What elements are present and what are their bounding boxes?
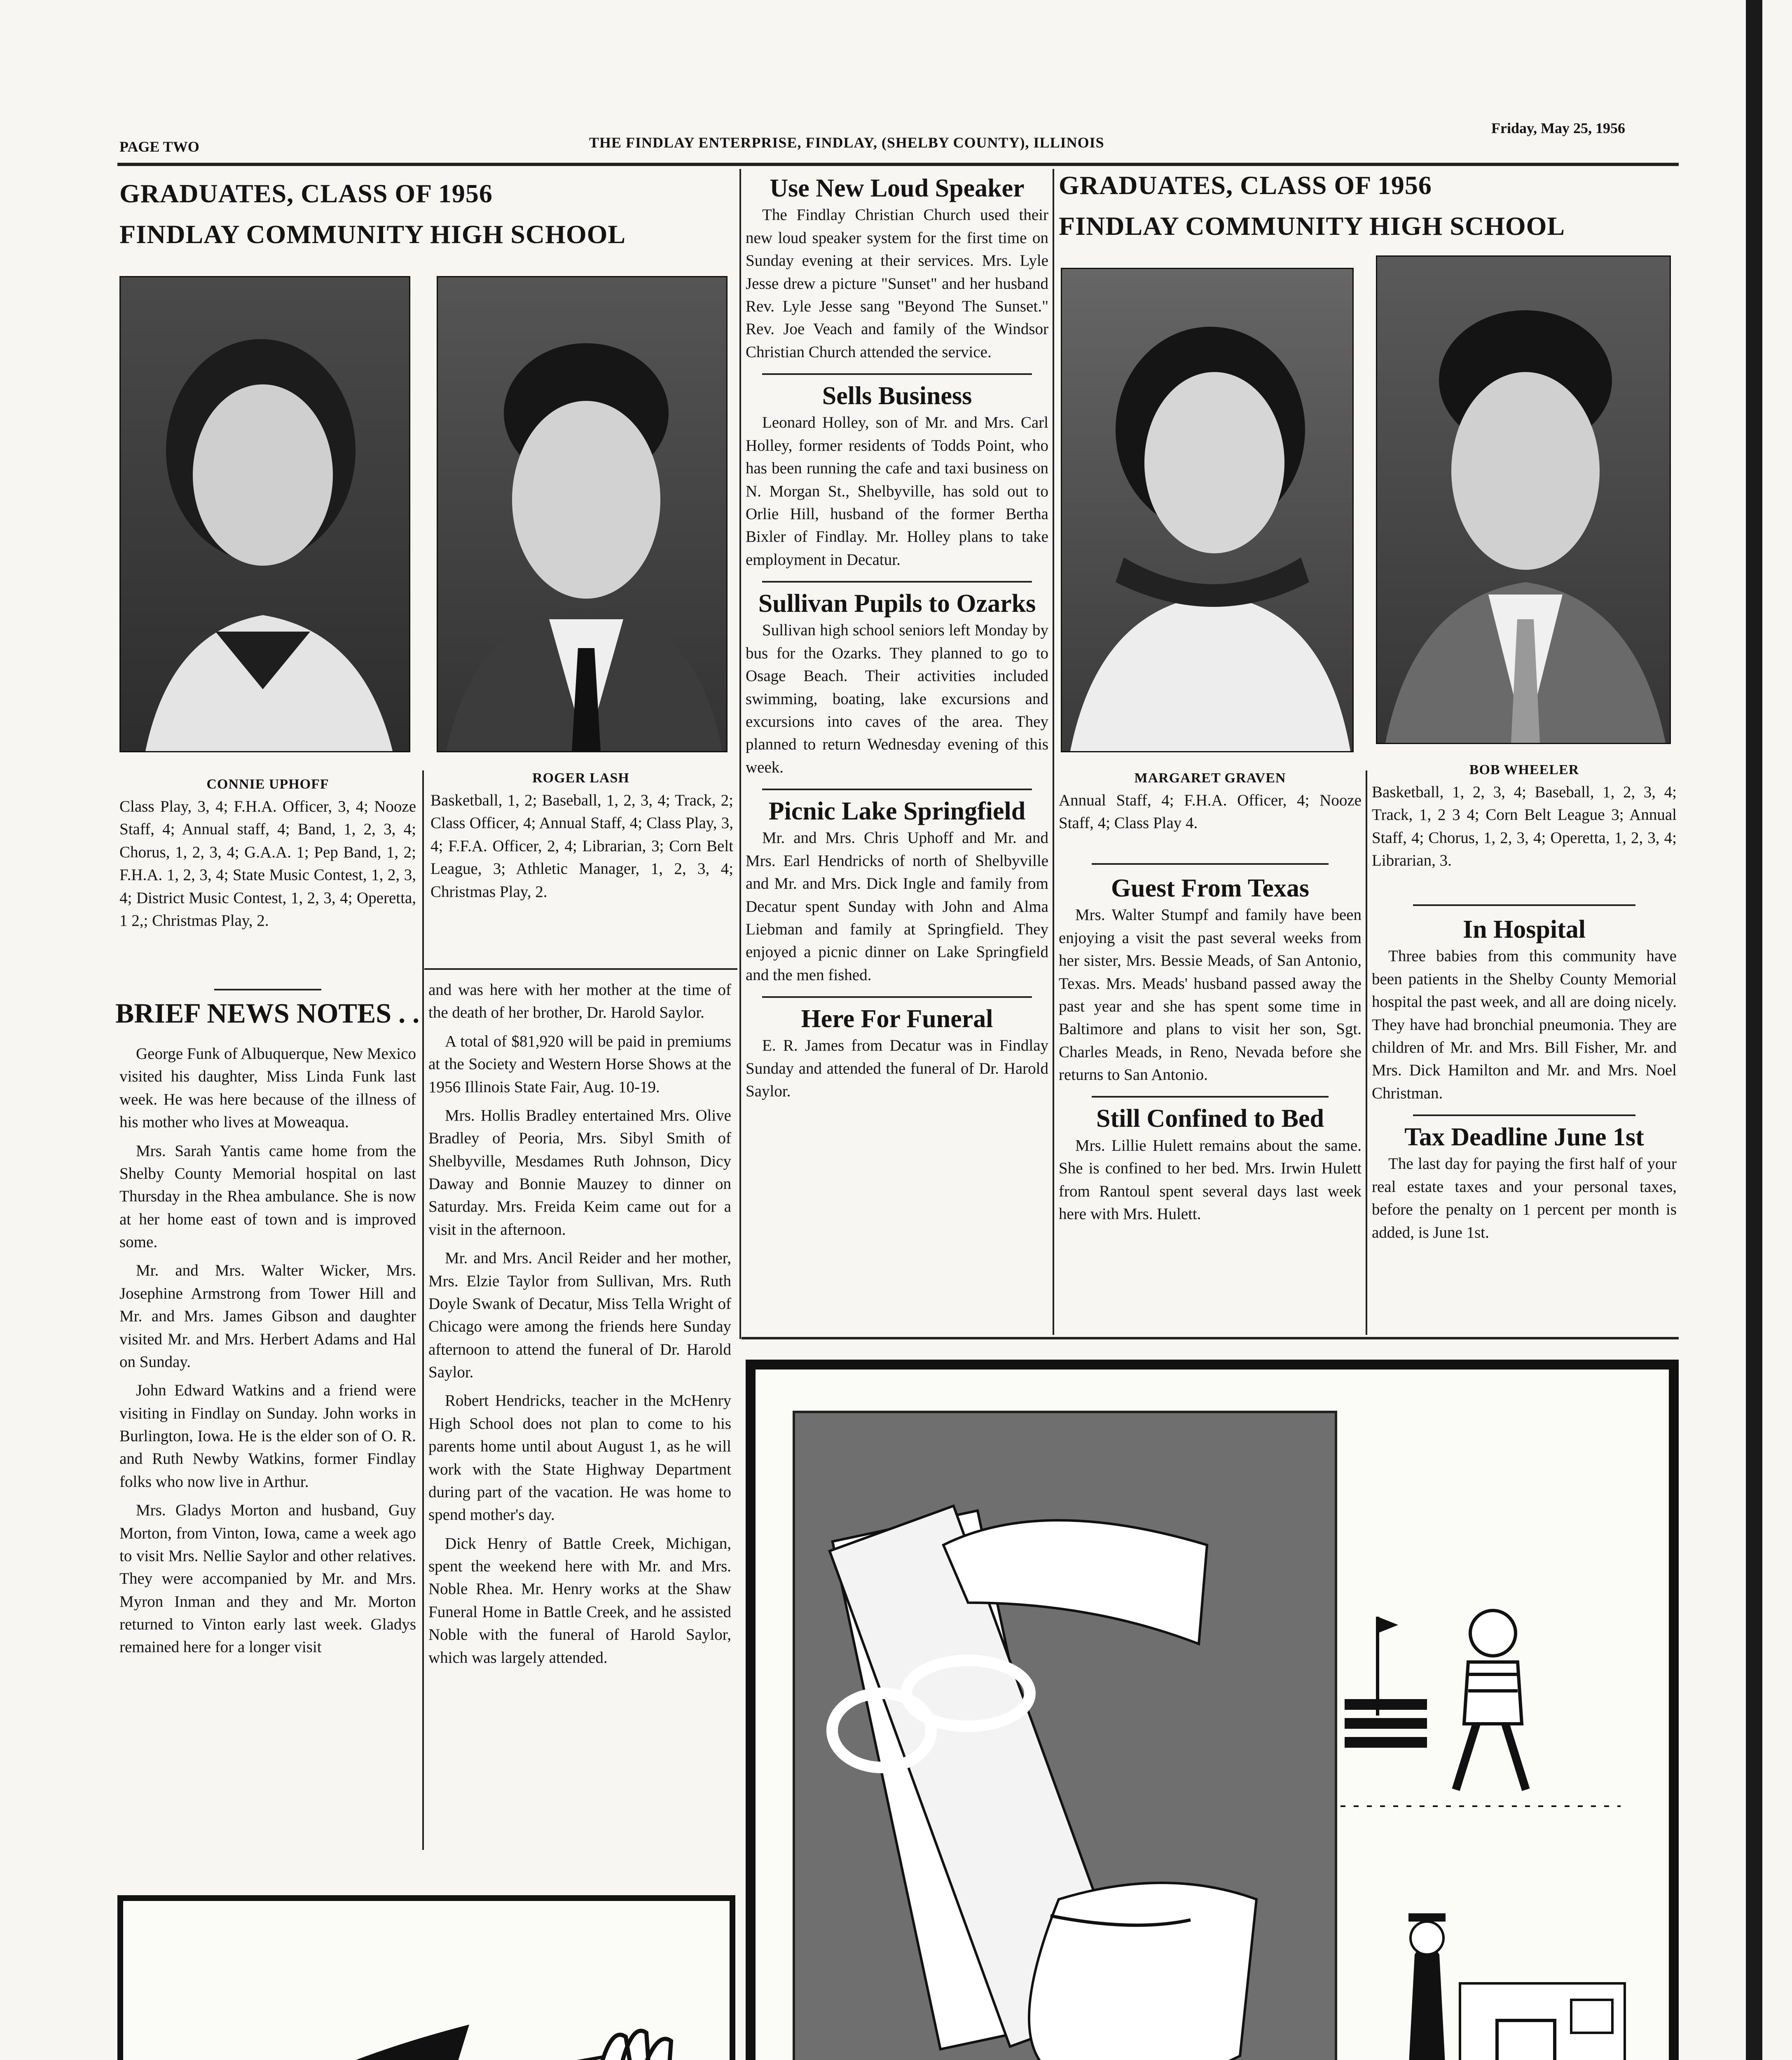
story-heading: In Hospital [1462, 915, 1586, 943]
graduates-heading-right: GRADUATES, CLASS OF 1956 FINDLAY COMMUNITY HIGH SCHOOL [1059, 171, 1565, 241]
right-stories-a [1059, 863, 1362, 1225]
story-text: The Findlay Christian Church used their new loud speaker system for the first time on Sunday evening at their services. Mrs. Lyle Jesse drew a picture "Sunset" and her husband Rev. Lyle Jesse sang "Beyond The Sunset." Rev. Joe Veach and family of the Windsor Christian Church attended the service. [746, 206, 1048, 361]
story-text: Mr. and Mrs. Chris Uphoff and Mr. and Mrs. Earl Hendricks of north of Shelbyville and Mr. and Mrs. Dick Ingle and family from Decatur spent Sunday with John and Alma Liebman and family at Springfield. They enjoyed a picnic dinner on Lake Springfield and the men fished. [746, 829, 1048, 984]
diploma-illustration [793, 1411, 1337, 2060]
story-heading: Tax Deadline June 1st [1404, 1123, 1644, 1152]
story-text: Leonard Holley, son of Mr. and Mrs. Carl Holley, former residents of Todds Point, who has been running the cafe and taxi business on N. Morgan St., Shelbyville, has sold out to Orlie Hill, husband of the former Bertha Bixler of Findlay. Mr. Holley plans to take employment in Decatur. [746, 414, 1048, 569]
portrait-woman-icon [121, 277, 409, 751]
ad-good-luck [117, 1895, 735, 2060]
portrait-man-icon [1377, 257, 1670, 743]
photo-bob-wheeler [1376, 255, 1671, 744]
news-item: Robert Hendricks, teacher in the McHenry High School does not plan to come to his parents home until about August 1, as he will work with the State Highway Department during part of the vacation. He was home to spend mother's day. [428, 1392, 731, 1524]
story-heading: Guest From Texas [1111, 874, 1310, 902]
section-rule [214, 989, 321, 990]
student-bio: Class Play, 3, 4; F.H.A. Officer, 3, 4; Nooze Staff, 4; Annual staff, 4; Band, 1, 2, 3, 4; Chorus, 1, 2, 3, 4; G.A.A. 1; Pep Band, 1, 2; F.H.A. 1, 2, 3, 4; State Music Contest, 1, 2, 3, 4; District Music Contest, 1, 2, 3, 4; Operetta, 1 2,; Christmas Play, 2. [119, 798, 416, 929]
section-rule [742, 1337, 1679, 1339]
story-rule [1092, 1096, 1329, 1098]
student-name: CONNIE UPHOFF [206, 777, 329, 792]
brief-news-heading: BRIEF NEWS NOTES . . [115, 997, 420, 1029]
story-text: Mrs. Lillie Hulett remains about the same. She is confined to her bed. Mrs. Irwin Hulett from Rantoul spent several days last week here with Mrs. Hulett. [1059, 1136, 1362, 1223]
section-rule [424, 968, 737, 970]
news-item: A total of $81,920 will be paid in premiums at the Society and Western Horse Shows at the 1956 Illinois State Fair, Aug. 10-19. [428, 1032, 731, 1096]
photo-roger-lash [437, 276, 728, 752]
boy-and-school-icon [1332, 1575, 1629, 2060]
student-bio: Basketball, 1, 2, 3, 4; Baseball, 1, 2, 3, 4; Track, 1, 2 3 4; Corn Belt League 3; Annual Staff, 4; Chorus, 1, 2, 3, 4; Operetta, 1, 2, 3, 4; Librarian, 3. [1372, 783, 1677, 870]
brief-news-col2 [428, 978, 731, 1675]
story-rule [762, 996, 1032, 998]
column-rule [739, 169, 741, 1339]
story-heading: Sells Business [822, 382, 972, 410]
story-rule [1413, 1114, 1635, 1116]
student-name: BOB WHEELER [1469, 762, 1579, 777]
news-item: George Funk of Albuquerque, New Mexico visited his daughter, Miss Linda Funk last week. He was here because of the illness of his mother who lives at Moweaqua. [119, 1045, 416, 1131]
student-name: ROGER LASH [532, 770, 629, 786]
news-item: John Edward Watkins and a friend were visiting in Findlay on Sunday. John works in Burlington, Iowa. He is the elder son of O. R. and Ruth Newby Watkins, former Findlay folks who now live in Arthur. [119, 1381, 416, 1491]
woman-illustration-icon [123, 1901, 730, 2060]
right-stories-b [1372, 904, 1677, 1244]
student-name: MARGARET GRAVEN [1134, 770, 1286, 786]
news-item: Mr. and Mrs. Walter Wicker, Mrs. Josephine Armstrong from Tower Hill and Mr. and Mrs. James Gibson and daughter visited Mr. and Mrs. Herbert Adams and Hal on Sunday. [119, 1262, 416, 1371]
middle-column [746, 173, 1048, 1103]
column-rule [1053, 169, 1054, 1335]
story-rule [762, 789, 1032, 790]
story-heading: Still Confined to Bed [1096, 1105, 1324, 1133]
story-rule [1092, 863, 1329, 865]
news-item: Mr. and Mrs. Ancil Reider and her mother, Mrs. Elzie Taylor from Sullivan, Mrs. Ruth Doyle Swank of Decatur, Miss Tella Wright of Chicago were among the friends here Sunday afternoon to attend the funeral of Dr. Harold Saylor. [428, 1249, 731, 1381]
portrait-man-icon [438, 277, 726, 751]
news-item: Mrs. Sarah Yantis came home from the Shelby County Memorial hospital on last Thursday in the Rhea ambulance. She is now at her home east of town and is improved some. [119, 1142, 416, 1251]
story-heading: Use New Loud Speaker [770, 174, 1025, 202]
photo-connie-uphoff [119, 276, 410, 752]
column-rule [1366, 770, 1367, 1335]
issue-date: Friday, May 25, 1956 [1491, 120, 1625, 136]
story-text: Mrs. Walter Stumpf and family have been enjoying a visit the past several weeks from her sister, Mrs. Bessie Meads, of San Antonio, Texas. Mrs. Meads' husband passed away the past year and she has spent some time in Baltimore and plans to visit her son, Sgt. Charles Meads, in Reno, Nevada before she returns to San Antonio. [1059, 906, 1362, 1084]
page-number: PAGE TWO [119, 138, 199, 155]
news-item: and was here with her mother at the time of the death of her brother, Dr. Harold Saylor. [428, 981, 731, 1022]
story-text: E. R. James from Decatur was in Findlay Sunday and attended the funeral of Dr. Harold Saylor. [746, 1037, 1048, 1100]
page-edge [1746, 0, 1762, 2060]
student-bio: Annual Staff, 4; F.H.A. Officer, 4; Nooze Staff, 4; Class Play 4. [1059, 791, 1362, 832]
graduates-heading-left: GRADUATES, CLASS OF 1956 FINDLAY COMMUNITY HIGH SCHOOL [119, 179, 626, 249]
paper-name: THE FINDLAY ENTERPRISE, FINDLAY, (SHELBY COUNTY), ILLINOIS [589, 134, 1104, 151]
photo-margaret-graven [1061, 268, 1354, 752]
story-text: Three babies from this community have been patients in the Shelby County Memorial hospital the past week, and all are doing nicely. They have had bronchial pneumonia. They are children of Mr. and Mrs. Bill Fisher, Mr. and Mrs. Dick Hamilton and Mr. and Mrs. Noel Christman. [1372, 947, 1677, 1102]
story-text: Sullivan high school seniors left Monday by bus for the Ozarks. They planned to go to Osage Beach. Their activities included swimming, boating, lake excursions and excursions into caves of the area. They planned to return Wednesday evening of this week. [746, 621, 1048, 776]
news-item: Dick Henry of Battle Creek, Michigan, spent the weekend here with Mr. and Mrs. Noble Rhea. Mr. Henry works at the Shaw Funeral Home in Battle Creek, and he assisted Noble with the funeral of Harold Saylor, which was largely attended. [428, 1534, 731, 1667]
news-item: Mrs. Gladys Morton and husband, Guy Morton, from Vinton, Iowa, came a week ago to visit Mrs. Nellie Saylor and other relatives. They were accompanied by Mr. and Mrs. Myron Inman and they and Mr. Morton returned to Vinton early last week. Gladys remained here for a longer visit [119, 1501, 416, 1656]
story-heading: Here For Funeral [801, 1005, 993, 1033]
story-heading: Sullivan Pupils to Ozarks [758, 590, 1036, 618]
brief-news-col1 [119, 1042, 416, 1664]
student-bio: Basketball, 1, 2; Baseball, 1, 2, 3, 4; Track, 2; Class Officer, 4; Annual Staff, 4; Class Play, 3, 4; F.F.A. Officer, 2, 4; Librarian, 3; Corn Belt League, 3; Athletic Manager, 1, 2, 3, 4; Christmas Play, 2. [430, 791, 733, 901]
column-rule [422, 770, 424, 1850]
story-rule [1413, 904, 1635, 906]
diploma-hand-icon [795, 1413, 1335, 2060]
news-item: Mrs. Hollis Bradley entertained Mrs. Olive Bradley of Peoria, Mrs. Sibyl Smith of Shelbyville, Mesdames Ruth Johnson, Dicy Daway and Bonnie Mauzey to dinner on Saturday. Mrs. Freida Keim came out for a visit in the afternoon. [428, 1106, 731, 1238]
ad-congratulations [746, 1360, 1679, 2060]
story-text: The last day for paying the first half of your real estate taxes and your personal taxes, before the penalty on 1 percent per month is added, is June 1st. [1372, 1155, 1677, 1241]
story-heading: Picnic Lake Springfield [768, 797, 1026, 826]
story-rule [762, 373, 1032, 375]
portrait-woman-icon [1062, 269, 1352, 751]
story-rule [762, 581, 1032, 583]
